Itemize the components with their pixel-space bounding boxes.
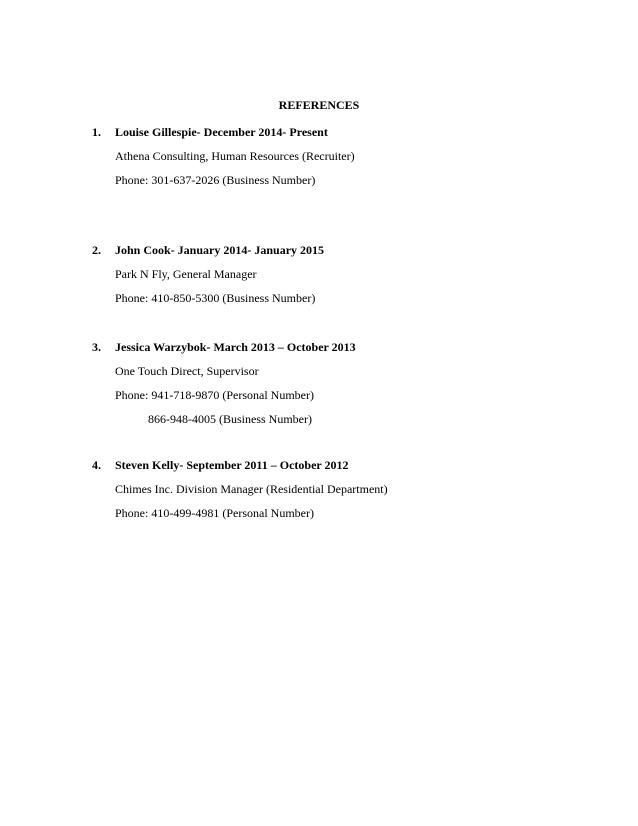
reference-number: 3.: [92, 340, 101, 354]
reference-item: [92, 340, 592, 426]
reference-heading: [92, 340, 592, 354]
reference-heading: [92, 458, 592, 472]
reference-company: Chimes Inc. Division Manager (Residential Department): [115, 482, 388, 496]
reference-name: John Cook- January 2014- January 2015: [115, 243, 325, 257]
reference-phone: Phone: 410-499-4981 (Personal Number): [115, 506, 314, 520]
reference-phone: Phone: 410-850-5300 (Business Number): [115, 291, 316, 305]
reference-item: [92, 458, 592, 520]
reference-phone: Phone: 301-637-2026 (Business Number): [115, 173, 316, 187]
reference-heading: [92, 243, 592, 257]
reference-number: 4.: [92, 458, 101, 472]
reference-phone-secondary: 866-948-4005 (Business Number): [148, 412, 312, 426]
reference-number: 2.: [92, 243, 101, 257]
reference-item: [92, 243, 592, 305]
reference-company: Athena Consulting, Human Resources (Recruiter): [115, 149, 355, 163]
reference-heading: [92, 125, 592, 139]
reference-phone: Phone: 941-718-9870 (Personal Number): [115, 388, 314, 402]
reference-name: Steven Kelly- September 2011 – October 2012: [115, 458, 349, 472]
reference-number: 1.: [92, 125, 101, 139]
reference-company: Park N Fly, General Manager: [115, 267, 257, 281]
reference-name: Louise Gillespie- December 2014- Present: [115, 125, 328, 139]
reference-company: One Touch Direct, Supervisor: [115, 364, 259, 378]
reference-item: [92, 125, 592, 187]
page-title: REFERENCES: [278, 98, 360, 112]
reference-name: Jessica Warzybok- March 2013 – October 2013: [115, 340, 356, 354]
